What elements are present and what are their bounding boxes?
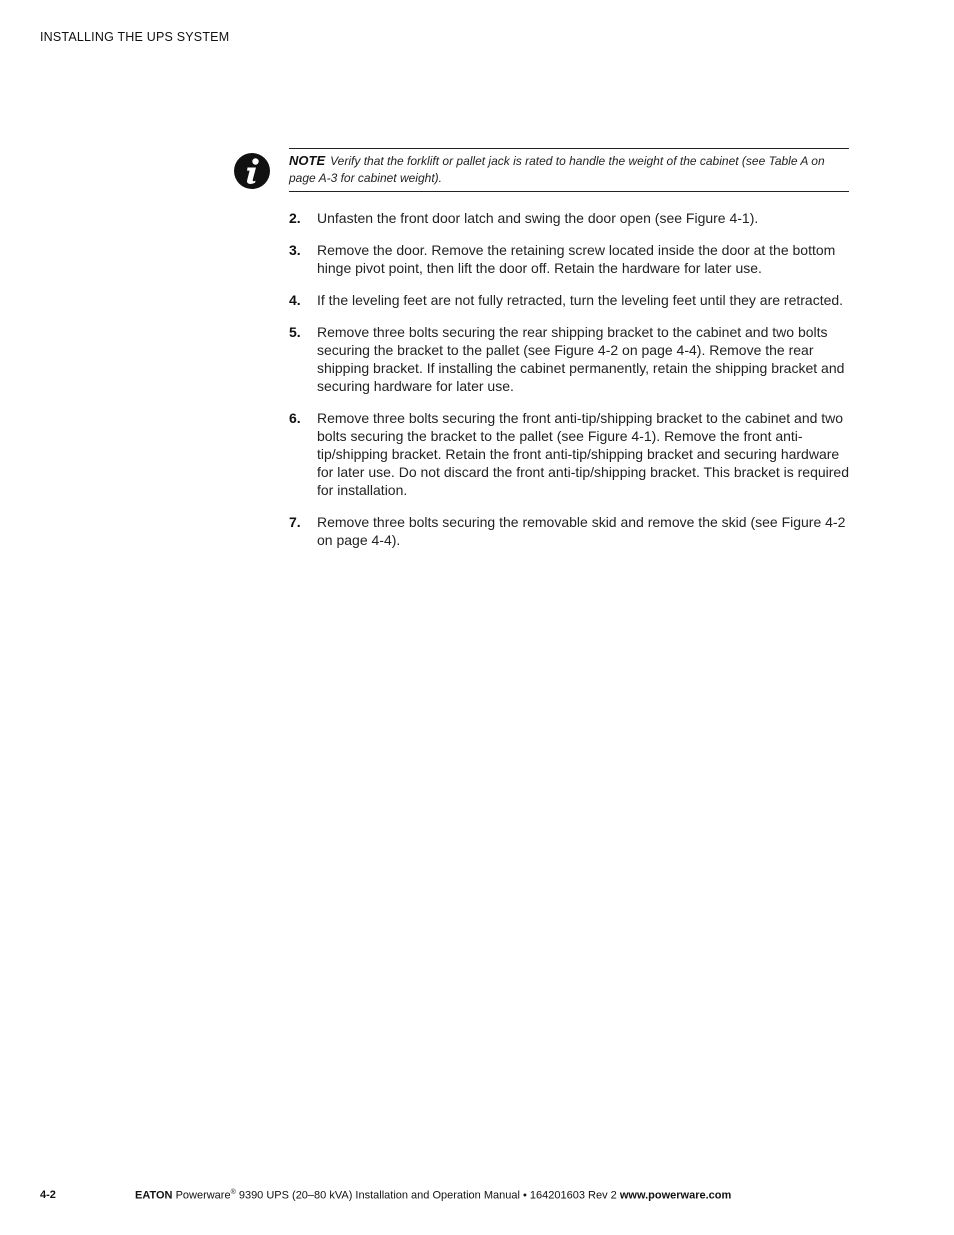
footer-product: Powerware	[175, 1189, 231, 1202]
procedure-steps	[289, 209, 855, 563]
step-5	[289, 323, 855, 395]
footer-separator: •	[522, 1189, 527, 1202]
page-number: 4-2	[40, 1189, 56, 1201]
step-text: Unfasten the front door latch and swing the door open (see Figure 4-1).	[317, 210, 759, 226]
step-number: 6.	[289, 410, 301, 426]
step-text: Remove three bolts securing the removable skid and remove the skid (see Figure 4-2 on page 4-4).	[317, 514, 846, 548]
note-text: Verify that the forklift or pallet jack is rated to handle the weight of the cabinet (see Table A on page A-3 for cabinet weight).	[289, 154, 825, 185]
step-number: 4.	[289, 292, 301, 308]
footer-manual-title: 9390 UPS (20–80 kVA) Installation and Operation Manual	[238, 1189, 520, 1202]
step-text: If the leveling feet are not fully retracted, turn the leveling feet until they are retracted.	[317, 292, 844, 308]
footer-doc-number: 164201603 Rev 2	[529, 1189, 617, 1202]
step-number: 7.	[289, 514, 301, 530]
step-4	[289, 291, 855, 309]
step-text: Remove the door. Remove the retaining screw located inside the door at the bottom hinge pivot point, then lift the door off. Retain the hardware for later use.	[317, 242, 836, 276]
note-label: NOTE	[289, 153, 326, 168]
step-6	[289, 409, 855, 499]
step-7	[289, 513, 855, 549]
step-2	[289, 209, 855, 227]
footer-website: www.powerware.com	[619, 1189, 732, 1202]
step-text: Remove three bolts securing the rear shipping bracket to the cabinet and two bolts securing the bracket to the pallet (see Figure 4-2 on page 4-4). Remove the rear shipping bracket. If installing the cabinet permanently, retain the shipping bracket and securing hardware for later use.	[317, 324, 845, 394]
note-box	[289, 148, 849, 192]
step-number: 2.	[289, 210, 301, 226]
info-icon	[233, 152, 271, 190]
running-header: INSTALLING THE UPS SYSTEM	[40, 30, 230, 44]
step-text: Remove three bolts securing the front anti-tip/shipping bracket to the cabinet and two bolts securing the bracket to the pallet (see Figure 4-1). Remove the front anti-tip/shipping bracket. Retain the front anti-tip/shipping bracket and securing hardware for later use. Do not discard the front anti-tip/shipping bracket. This bracket is required for installation.	[317, 410, 850, 498]
step-number: 5.	[289, 324, 301, 340]
footer-brand: EATON	[135, 1189, 173, 1202]
footer-text	[135, 1189, 731, 1202]
step-3	[289, 241, 855, 277]
step-number: 3.	[289, 242, 301, 258]
registered-mark: ®	[230, 1189, 236, 1196]
